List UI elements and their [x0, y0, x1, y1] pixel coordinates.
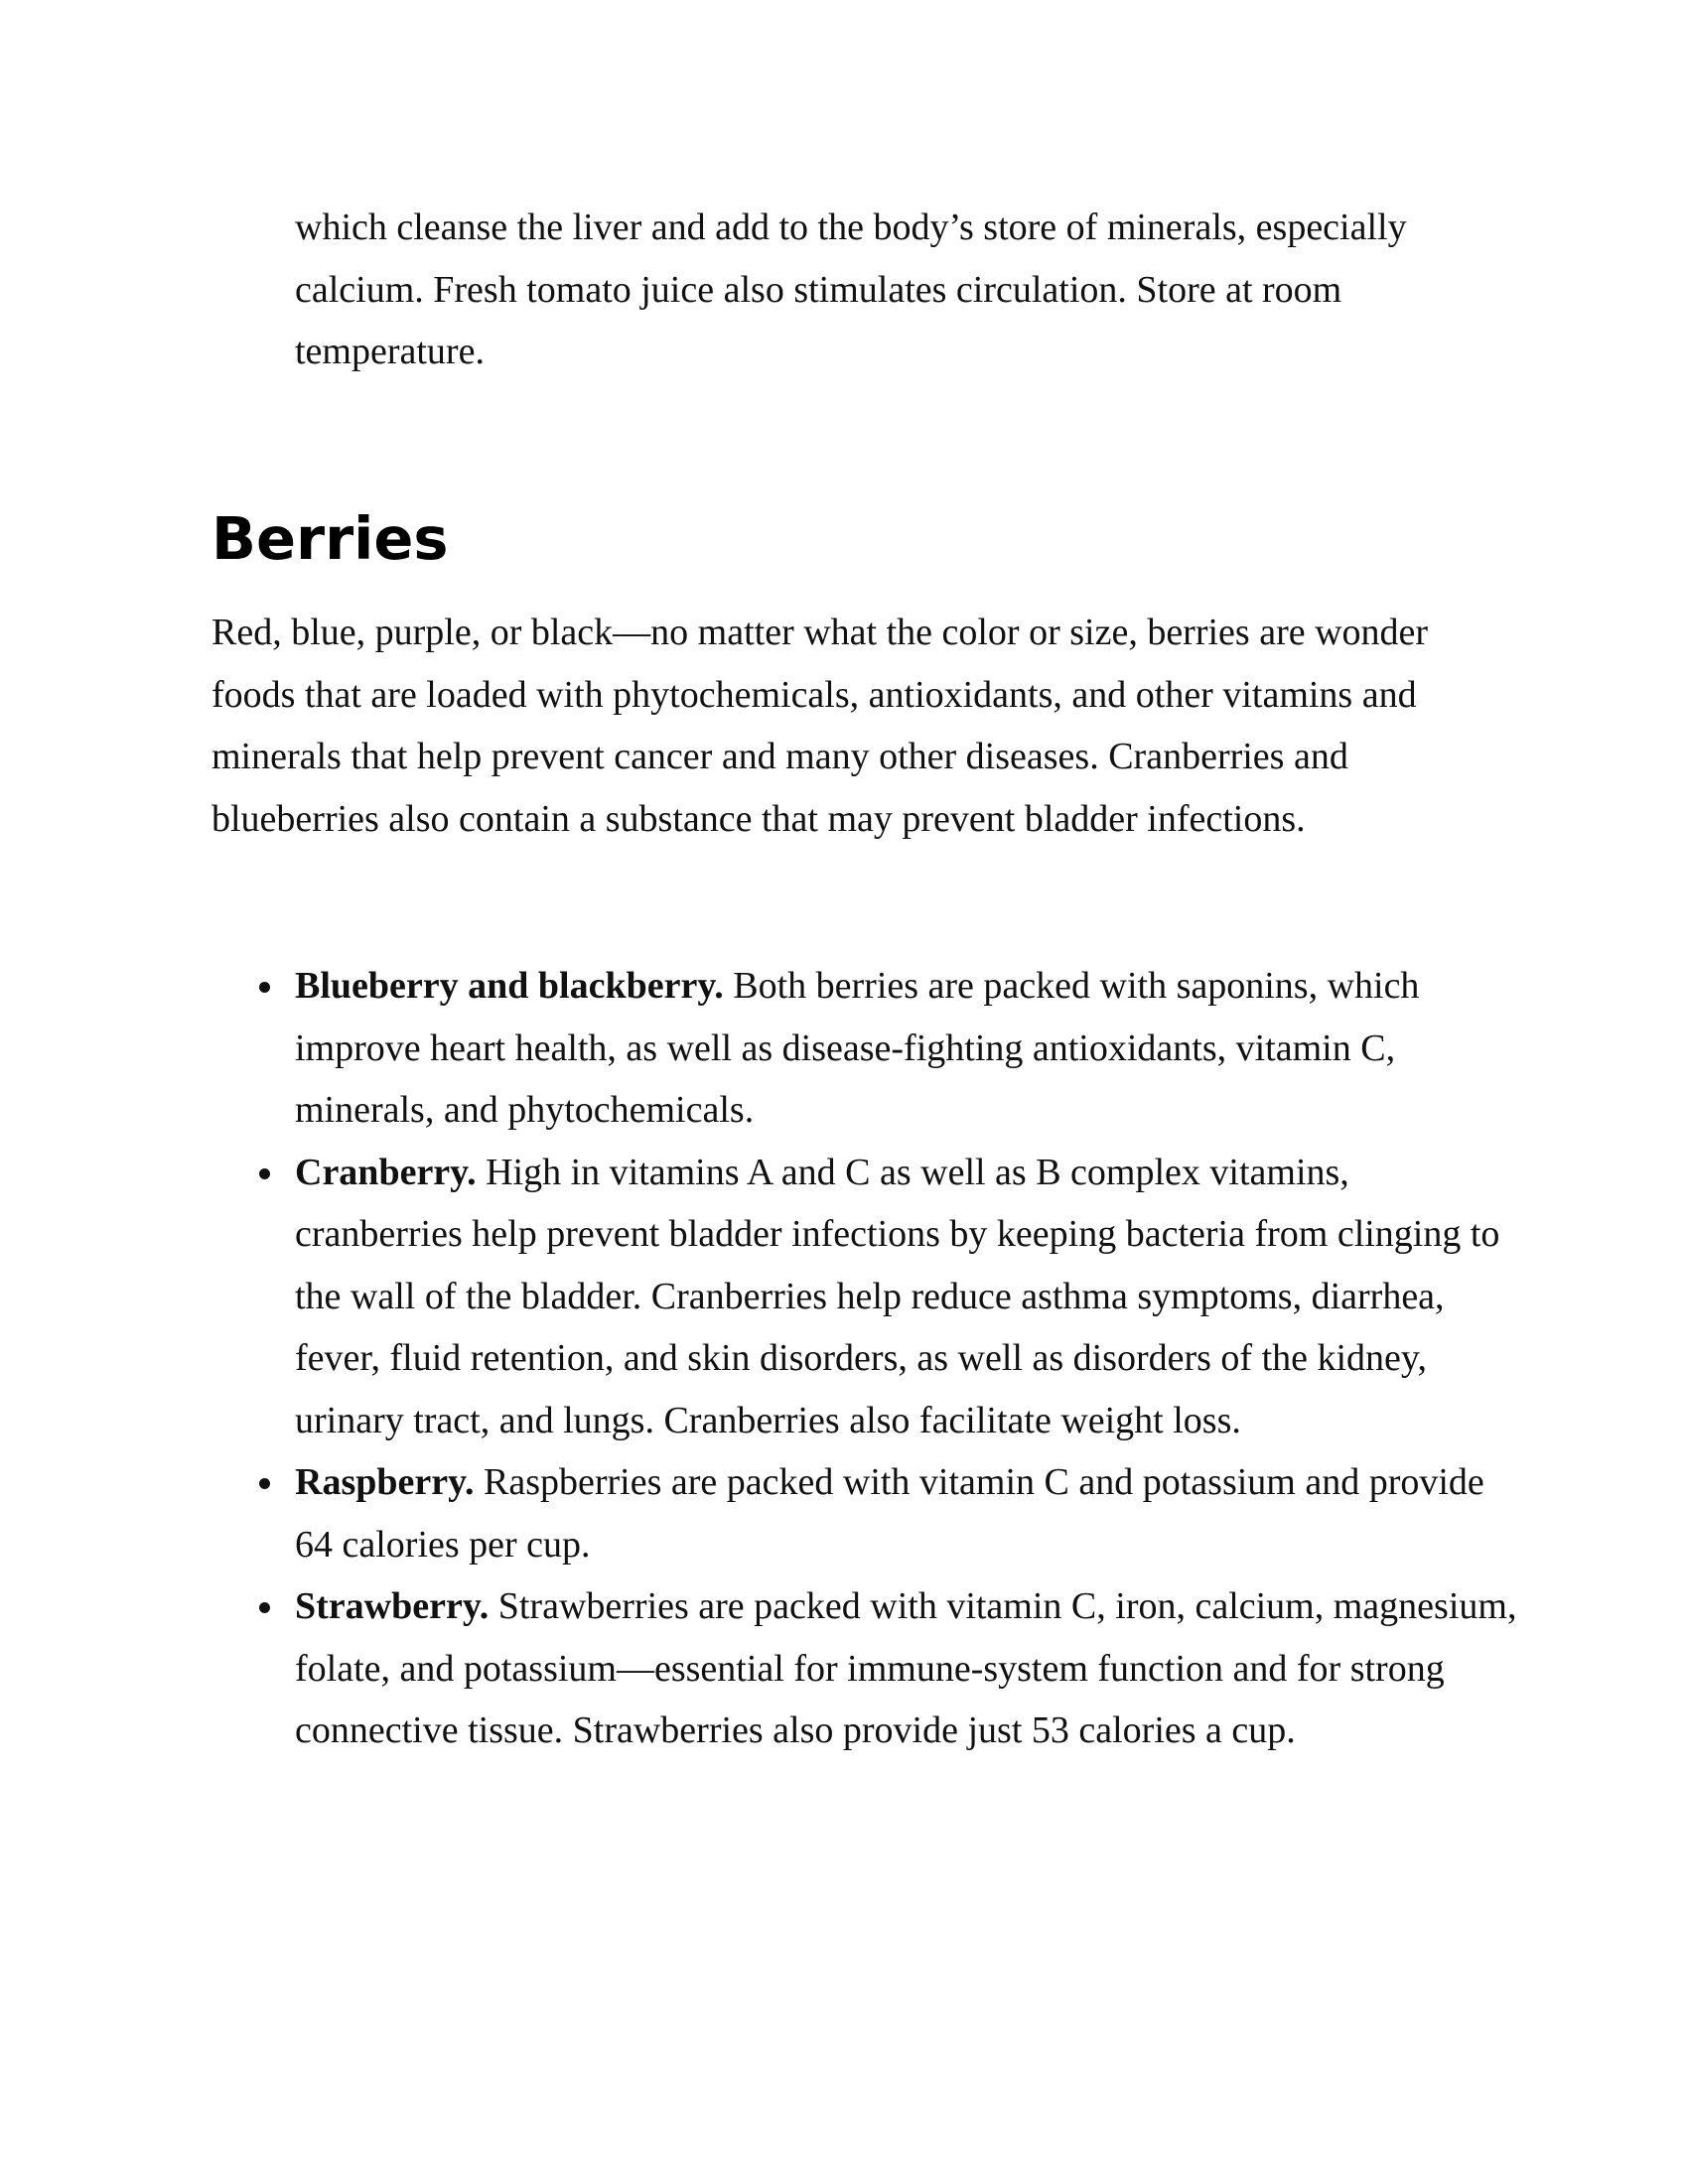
- section-heading: Berries: [211, 504, 449, 573]
- bullet-icon: [259, 1168, 270, 1179]
- item-text: Strawberries are packed with vitamin C, iron, calcium, magnesium, folate, and potassium—essential for immune-system function and for strong connective tissue. Strawberries also provide just 53 calories a cup.: [295, 1585, 1517, 1751]
- item-text: Both berries are packed with saponins, which improve heart health, as well as disease-fighting antioxidants, vitamin C, minerals, and phytochemicals.: [295, 965, 1420, 1131]
- list-item-strawberry: [295, 1575, 1526, 1762]
- bullet-icon: [259, 982, 270, 993]
- bullet-icon: [259, 1478, 270, 1489]
- item-term: Strawberry.: [295, 1585, 490, 1627]
- item-text: High in vitamins A and C as well as B complex vitamins, cranberries help prevent bladder infections by keeping bacteria from clinging to the wall of the bladder. Cranberries help reduce asthma symptoms, diarrhea, fever, fluid retention, and skin disorders, as well as disorders of the kidney, urinary tract, and lungs. Cranberries also facilitate weight loss.: [295, 1151, 1500, 1441]
- item-text: Raspberries are packed with vitamin C and potassium and provide 64 calories per cup.: [295, 1461, 1484, 1566]
- item-term: Blueberry and blackberry.: [295, 965, 724, 1007]
- list-item-blueberry-blackberry: [295, 955, 1526, 1142]
- list-item-cranberry: [295, 1142, 1526, 1452]
- section-intro-paragraph: Red, blue, purple, or black—no matter what the color or size, berries are wonder foods that are loaded with phytochemicals, antioxidants, and other vitamins and minerals that help prevent cancer and many other diseases. Cranberries and blueberries also contain a substance that may prevent bladder infections.: [211, 612, 1429, 840]
- item-term: Cranberry.: [295, 1151, 477, 1193]
- bullet-icon: [259, 1602, 270, 1613]
- item-term: Raspberry.: [295, 1461, 475, 1503]
- list-item-raspberry: [295, 1451, 1526, 1575]
- continued-paragraph: which cleanse the liver and add to the body’s store of minerals, especially calcium. Fresh tomato juice also stimulates circulation. Store at room temperature.: [295, 206, 1407, 372]
- berry-list: [295, 955, 1526, 1762]
